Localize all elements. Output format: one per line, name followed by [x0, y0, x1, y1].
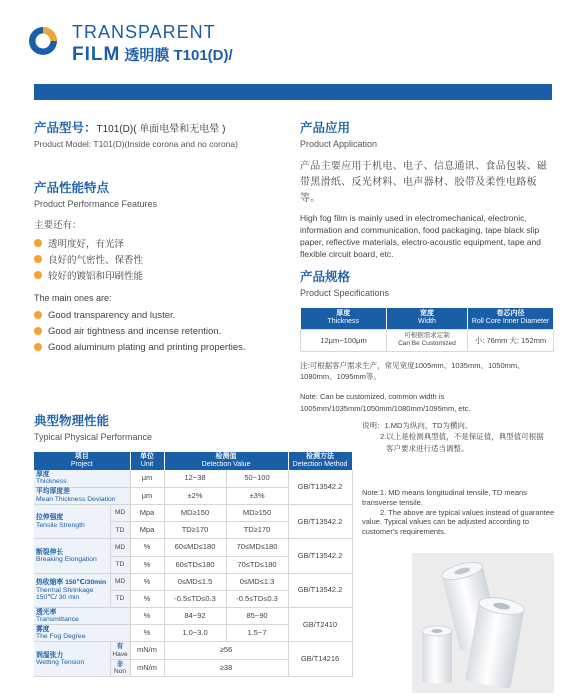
phys-header-method: 检测方法 Detection Method [288, 452, 352, 470]
phys-direction: TD [110, 522, 130, 539]
phys-unit: % [130, 539, 164, 556]
phys-value: 1.5~7 [226, 625, 288, 642]
phys-method: GB/T13542.2 [288, 573, 352, 607]
notes-en [362, 488, 558, 537]
bullet-text: Good aluminum plating and printing properties. [48, 341, 246, 353]
phys-value: 0≤MD≤1.5 [164, 573, 226, 590]
phys-prop-fog: 雾度 The Fog Degree [34, 625, 130, 642]
phys-method: GB/T13542.2 [288, 504, 352, 538]
title-model: 透明膜 T101(D)/ [124, 47, 233, 64]
phys-direction: TD [110, 556, 130, 573]
phys-value: 0≤MD≤1.3 [226, 573, 288, 590]
bullet-dot-icon [34, 343, 42, 351]
product-model-section [34, 118, 274, 149]
phys-unit: % [130, 590, 164, 607]
performance-section [34, 178, 284, 355]
specs-note-cn: 注:可根据客户需求生产，常见宽度1005mm、1035mm、1050mm、1080mm、1095mm等。 [300, 360, 525, 382]
phys-unit: Mpa [130, 504, 164, 521]
table-row [34, 642, 352, 659]
phys-prop-transmittance: 透光率 Transmittance [34, 608, 130, 625]
phys-header-project: 项目 Project [34, 452, 130, 470]
phys-prop-shrinkage: 热收缩率 150℃/30min Thermal Shrinkage 150℃/ 30 min [34, 573, 110, 607]
application-section [300, 118, 554, 261]
phys-method: GB/T13542.2 [288, 539, 352, 573]
phys-value: ±3% [226, 487, 288, 504]
phys-direction: MD [110, 573, 130, 590]
specs-note-en: Note: Can be customized, common width is 1005mm/1035mm/1050mm/1080mm/1095mm, etc. [300, 392, 471, 413]
phys-header-unit: 单位 Unit [130, 452, 164, 470]
phys-unit: % [130, 608, 164, 625]
specs-title-en: Product Specifications [300, 288, 390, 298]
table-row [301, 329, 554, 351]
phys-unit: mN/m [130, 659, 164, 676]
bullet-text: Good air tightness and incense retention. [48, 325, 222, 337]
specs-thickness-value: 12μm~100μm [301, 329, 387, 351]
phys-method: GB/T13542.2 [288, 470, 352, 504]
note-line: Note:1. MD means longitudinal tensile, TD means transverse tensile. [362, 488, 527, 507]
phys-header-value: 检测值 Detection Value [164, 452, 288, 470]
phys-value: -0.5≤TD≤0.3 [226, 590, 288, 607]
application-title-en: Product Application [300, 139, 378, 149]
header-divider-bar [34, 84, 552, 100]
table-row [34, 539, 352, 556]
phys-corona-have: 有 Have [110, 642, 130, 659]
phys-prop-tensile: 拉伸强度 Tensile Strength [34, 504, 110, 538]
phys-prop-elongation: 断裂伸长 Breaking Elongation [34, 539, 110, 573]
specs-title-cn: 产品规格 [300, 270, 351, 284]
list-item [34, 267, 284, 283]
table-row [34, 608, 352, 625]
note-line: 2. The above are typical values instead of guarantee value. Typical values can be adjusted according to customer's requirements. [362, 507, 555, 536]
title-film [72, 44, 233, 66]
specs-header-core: 卷芯内径 Roll Core Inner Diameter [467, 308, 553, 329]
phys-value: 12~38 [164, 470, 226, 487]
phys-unit: μm [130, 487, 164, 504]
phys-value: -0.5≤TD≤0.3 [164, 590, 226, 607]
phys-value: ≥38 [164, 659, 288, 676]
table-row [34, 470, 352, 487]
phys-direction: MD [110, 539, 130, 556]
product-model-en: Product Model: T101(D)(Inside corona and no corona) [34, 139, 238, 149]
specs-table [300, 308, 554, 352]
bullet-dot-icon [34, 271, 42, 279]
specifications-section [300, 267, 554, 414]
phys-unit: % [130, 556, 164, 573]
performance-title-en: Product Performance Features [34, 199, 158, 209]
application-text-cn: 产品主要应用于机电、电子、信息通讯、食品包装、磁带黑滑纸、反光材料、电声器材、胶带及柔性电路板等。 [300, 161, 548, 204]
physical-title-en: Typical Physical Performance [34, 432, 153, 442]
title-film-word: FILM [72, 44, 121, 65]
bullet-dot-icon [34, 311, 42, 319]
specs-header-thickness: 厚度 Thickness [301, 308, 387, 329]
list-item [34, 235, 284, 251]
list-item [34, 251, 284, 267]
product-model-value: T101(D)( 单面电晕和无电晕 ) [96, 124, 226, 135]
phys-value: 84~92 [164, 608, 226, 625]
physical-title-cn: 典型物理性能 [34, 414, 110, 428]
list-item [34, 323, 284, 339]
performance-title-cn: 产品性能特点 [34, 181, 110, 195]
application-text-en: High fog film is mainly used in electromechanical, electronic, information and communication, food packaging, tape black slip paper, reflective materials, electro-acoustic equipment, tape and flexible circuit board, etc. [300, 213, 541, 259]
phys-value: 85~90 [226, 608, 288, 625]
specs-width-value: 可根据需求定制 Can Be Customized [387, 329, 468, 351]
bullet-text: 较好的镀铝和印刷性能 [48, 271, 144, 282]
phys-prop-wetting: 润湿张力 Wetting Tension [34, 642, 110, 676]
phys-unit: mN/m [130, 642, 164, 659]
list-item [34, 339, 284, 355]
bullet-dot-icon [34, 255, 42, 263]
note-line: 说明：1.MD为纵向，TD为横向。 [362, 421, 473, 430]
phys-prop-thickness: 厚度 Thickness [34, 470, 130, 487]
phys-value: 60≤TD≤180 [164, 556, 226, 573]
phys-unit: μm [130, 470, 164, 487]
phys-value: TD≥170 [164, 522, 226, 539]
phys-value: 1.0~3.0 [164, 625, 226, 642]
table-row [34, 504, 352, 521]
specs-core-value: 小: 76mm 大: 152mm [467, 329, 553, 351]
phys-value: ≥56 [164, 642, 288, 659]
notes-cn [362, 420, 558, 454]
title-transparent: TRANSPARENT [72, 22, 216, 42]
table-row [34, 573, 352, 590]
phys-method: GB/T2410 [288, 608, 352, 642]
product-model-label: 产品型号： [34, 121, 97, 135]
phys-value: 60≤MD≤180 [164, 539, 226, 556]
phys-value: MD≥150 [226, 504, 288, 521]
phys-direction: TD [110, 590, 130, 607]
company-logo-icon [28, 26, 58, 56]
phys-prop-mean-dev: 平均厚度差 Mean Thickness Deviation [34, 487, 130, 504]
phys-value: TD≥170 [226, 522, 288, 539]
specs-header-width: 宽度 Width [387, 308, 468, 329]
bullet-text: 透明度好，有光泽 [48, 239, 125, 250]
performance-intro-cn: 主要还有： [34, 220, 82, 231]
note-line: 2.以上是检测典型值，不是保证值，典型值可根据 [380, 432, 544, 442]
product-model-cn [34, 118, 274, 136]
phys-value: 70≤TD≤180 [226, 556, 288, 573]
list-item [34, 307, 284, 323]
phys-direction: MD [110, 504, 130, 521]
bullet-dot-icon [34, 327, 42, 335]
phys-unit: % [130, 573, 164, 590]
physical-section-heading [34, 411, 152, 442]
phys-method: GB/T14216 [288, 642, 352, 676]
phys-value: 50~100 [226, 470, 288, 487]
performance-intro-en: The main ones are: [34, 293, 112, 303]
phys-value: MD≥150 [164, 504, 226, 521]
bullet-dot-icon [34, 239, 42, 247]
bullet-text: 良好的气密性、保香性 [48, 255, 144, 266]
phys-unit: Mpa [130, 522, 164, 539]
note-line: 客户要求进行适当调整。 [386, 443, 469, 453]
physical-properties-table [34, 452, 353, 677]
phys-corona-non: 非 Non [110, 659, 130, 676]
phys-value: 70≤MD≤180 [226, 539, 288, 556]
bullet-text: Good transparency and luster. [48, 309, 176, 321]
application-title-cn: 产品应用 [300, 121, 351, 135]
film-roll-image [412, 553, 554, 693]
phys-value: ±2% [164, 487, 226, 504]
phys-unit: % [130, 625, 164, 642]
